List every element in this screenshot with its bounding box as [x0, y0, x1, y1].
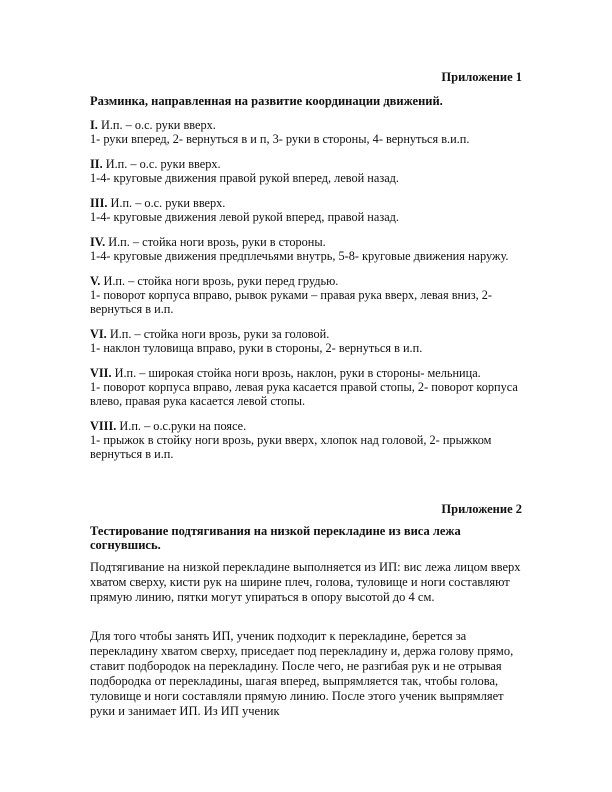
exercise-start-line: [90, 366, 522, 380]
exercise-instruction: 1- поворот корпуса вправо, левая рука касается правой стопы, 2- поворот корпуса влево, правая рука касается левой стопы.: [90, 380, 518, 408]
exercise-instruction: 1-4- круговые движения предплечьями внутрь, 5-8- круговые движения наружу.: [90, 249, 509, 263]
exercise-start-position: И.п. – о.с.руки на поясе.: [116, 419, 247, 433]
exercise-number: III.: [90, 196, 108, 210]
exercise-item: [90, 274, 522, 316]
exercise-start-line: [90, 274, 522, 288]
exercise-item: [90, 235, 522, 263]
appendix-1-section: [90, 94, 522, 472]
exercise-start-line: [90, 235, 522, 249]
exercise-start-line: [90, 327, 522, 341]
exercise-item: [90, 419, 522, 461]
exercise-item: [90, 196, 522, 224]
exercise-item: [90, 327, 522, 355]
exercise-item: [90, 157, 522, 185]
exercise-start-line: [90, 419, 522, 433]
exercise-start-position: И.п. – о.с. руки вверх.: [97, 118, 216, 132]
exercise-instruction: 1- прыжок в стойку ноги врозь, руки вверх, хлопок над головой, 2- прыжком вернуться в и.п.: [90, 433, 492, 461]
paragraph-1: Подтягивание на низкой перекладине выполняется из ИП: вис лежа лицом вверх хватом сверху, кисти рук на ширине плеч, голова, туловище и ноги составляют прямую линию, пятки могут упираться в опору высотой до 4 см.: [90, 560, 521, 604]
exercise-number: VII.: [90, 366, 112, 380]
exercise-number: II.: [90, 157, 103, 171]
exercise-number: VIII.: [90, 419, 117, 433]
exercise-start-line: [90, 118, 522, 132]
exercise-list: [90, 118, 522, 461]
exercise-instruction: 1- наклон туловища вправо, руки в стороны, 2- вернуться в и.п.: [90, 341, 423, 355]
appendix-1-heading: Разминка, направленная на развитие координации движений.: [90, 94, 443, 108]
exercise-start-line: [90, 196, 522, 210]
appendix-2-section: [90, 524, 522, 719]
exercise-item: [90, 366, 522, 408]
exercise-start-position: И.п. – широкая стойка ноги врозь, наклон, руки в стороны- мельница.: [111, 366, 481, 380]
exercise-start-position: И.п. – о.с. руки вверх.: [102, 157, 221, 171]
exercise-start-position: И.п. – стойка ноги врозь, руки в стороны.: [105, 235, 326, 249]
exercise-instruction: 1-4- круговые движения левой рукой вперед, правой назад.: [90, 210, 399, 224]
exercise-number: IV.: [90, 235, 106, 249]
exercise-start-position: И.п. – о.с. руки вверх.: [107, 196, 226, 210]
exercise-start-position: И.п. – стойка ноги врозь, руки перед грудью.: [100, 274, 339, 288]
exercise-instruction: 1- руки вперед, 2- вернуться в и п, 3- руки в стороны, 4- вернуться в.и.п.: [90, 132, 470, 146]
exercise-item: [90, 118, 522, 146]
exercise-number: V.: [90, 274, 101, 288]
appendix-2-heading: Тестирование подтягивания на низкой перекладине из виса лежа согнувшись.: [90, 524, 461, 552]
paragraph-2: Для того чтобы занять ИП, ученик подходит к перекладине, берется за перекладину хватом сверху, приседает под перекладину и, держа голову прямо, ставит подбородок на перекладину. После чего, не разгибая рук и не отрывая подбородка от перекладины, шагая вперед, выпрямляется так, чтобы голова, туловище и ноги составляли прямую линию. После этого ученик выпрямляет руки и занимает ИП. Из ИП ученик: [90, 629, 514, 718]
exercise-instruction: 1-4- круговые движения правой рукой вперед, левой назад.: [90, 171, 399, 185]
exercise-number: I.: [90, 118, 98, 132]
appendix-1-label: Приложение 1: [441, 70, 522, 84]
appendix-2-label: Приложение 2: [441, 502, 522, 516]
exercise-instruction: 1- поворот корпуса вправо, рывок руками – правая рука вверх, левая вниз, 2- вернуться в и.п.: [90, 288, 492, 316]
exercise-number: VI.: [90, 327, 107, 341]
exercise-start-line: [90, 157, 522, 171]
exercise-start-position: И.п. – стойка ноги врозь, руки за головой.: [106, 327, 330, 341]
